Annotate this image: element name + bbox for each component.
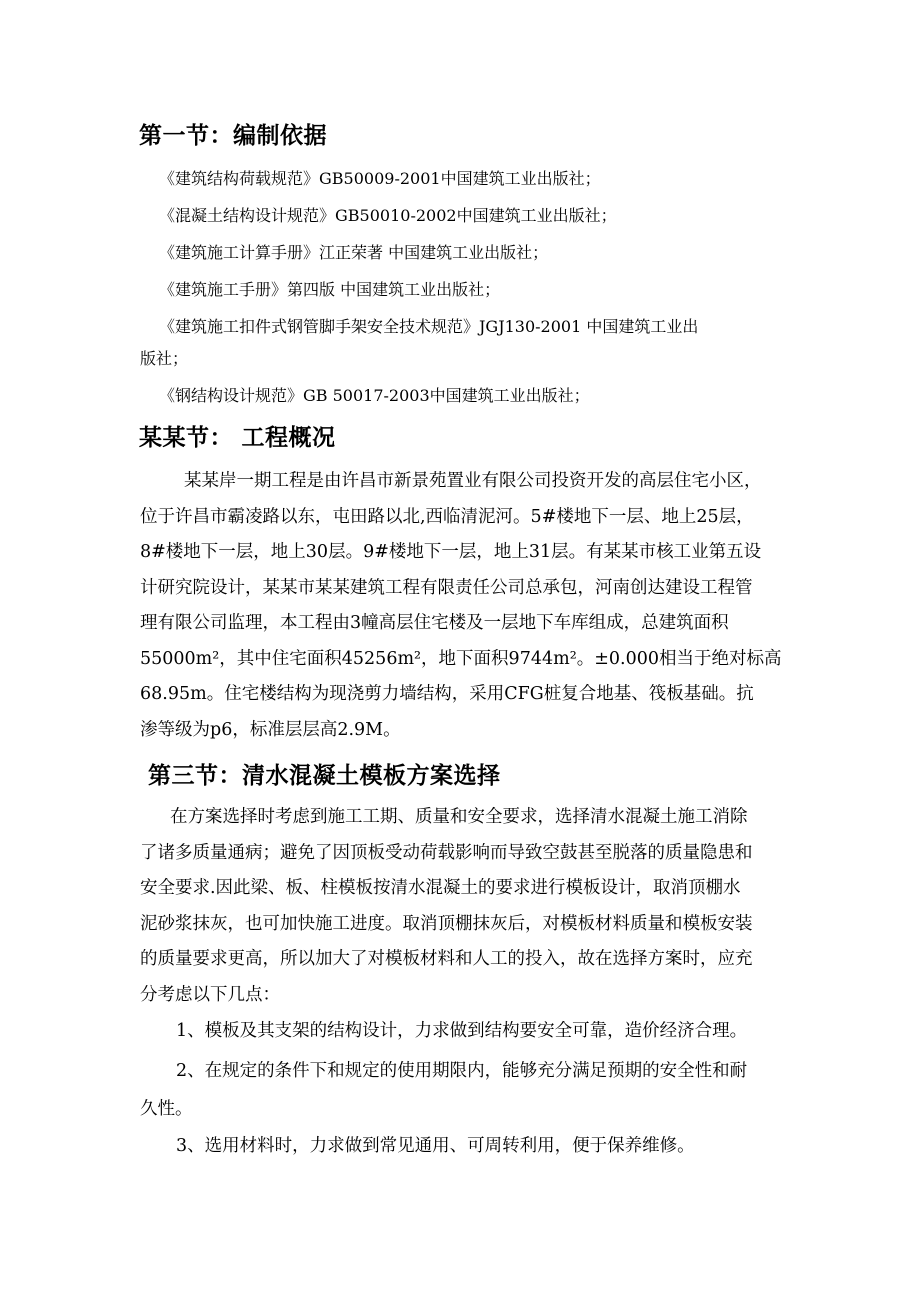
paragraph-line: 的质量要求更高，所以加大了对模板材料和人工的投入，故在选择方案时，应充 — [140, 949, 753, 969]
reference-item: 《混凝土结构设计规范》GB50010-2002中国建筑工业出版社； — [159, 206, 617, 225]
paragraph-line: 某某岸一期工程是由许昌市新景苑置业有限公司投资开发的高层住宅小区， — [184, 471, 762, 491]
section-1-heading: 第一节：编制依据 — [139, 123, 327, 149]
paragraph-line: 8#楼地下一层，地上30层。9#楼地下一层，地上31层。有某某市核工业第五设 — [140, 542, 762, 562]
paragraph-line: 了诸多质量通病；避免了因顶板受动荷载影响而导致空鼓甚至脱落的质量隐患和 — [140, 842, 753, 863]
paragraph-line: 分考虑以下几点： — [140, 984, 280, 1005]
paragraph-line: 安全要求.因此梁、板、柱模板按清水混凝土的要求进行模板设计，取消顶棚水 — [140, 878, 741, 898]
consideration-item: 1、模板及其支架的结构设计，力求做到结构要安全可靠，造价经济合理。 — [176, 1021, 748, 1041]
reference-item: 《建筑施工计算手册》江正荣著 中国建筑工业出版社； — [159, 243, 549, 262]
reference-item: 《建筑施工扣件式钢管脚手架安全技术规范》JGJ130-2001 中国建筑工业出 — [159, 317, 699, 336]
reference-item-continuation: 版社； — [140, 349, 189, 368]
paragraph-line: 在方案选择时考虑到施工工期、质量和安全要求，选择清水混凝土施工消除 — [170, 807, 748, 827]
reference-item: 《建筑结构荷载规范》GB50009-2001中国建筑工业出版社； — [159, 169, 601, 188]
consideration-item: 2、在规定的条件下和规定的使用期限内，能够充分满足预期的安全性和耐 — [176, 1061, 748, 1081]
formwork-scheme-paragraph — [140, 800, 782, 1013]
paragraph-line: 计研究院设计，某某市某某建筑工程有限责任公司总承包，河南创达建设工程管 — [140, 577, 753, 598]
paragraph-line: 渗等级为p6，标准层层高2.9M。 — [140, 719, 401, 740]
consideration-item: 3、选用材料时，力求做到常见通用、可周转利用，便于保养维修。 — [176, 1136, 695, 1156]
reference-item: 《建筑施工手册》第四版 中国建筑工业出版社； — [159, 280, 501, 299]
paragraph-line: 位于许昌市霸凌路以东，屯田路以北,西临清泥河。5#楼地下一层、地上25层， — [140, 506, 754, 527]
paragraph-line: 68.95m。住宅楼结构为现浇剪力墙结构，采用CFG桩复合地基、筏板基础。抗 — [140, 684, 754, 704]
section-3-heading: 第三节：清水混凝土模板方案选择 — [148, 763, 501, 789]
project-overview-paragraph — [140, 464, 782, 748]
reference-item: 《钢结构设计规范》GB 50017-2003中国建筑工业出版社； — [159, 386, 590, 405]
consideration-item-continuation: 久性。 — [140, 1099, 193, 1119]
paragraph-line: 理有限公司监理，本工程由3幢高层住宅楼及一层地下车库组成，总建筑面积 — [140, 613, 729, 633]
section-2-heading: 某某节： 工程概况 — [139, 425, 336, 451]
paragraph-line: 泥砂浆抹灰，也可加快施工进度。取消顶棚抹灰后，对模板材料质量和模板安装 — [140, 913, 753, 934]
paragraph-line: 55000m²，其中住宅面积45256m²，地下面积9744m²。±0.000相当于绝对标高 — [140, 648, 782, 669]
